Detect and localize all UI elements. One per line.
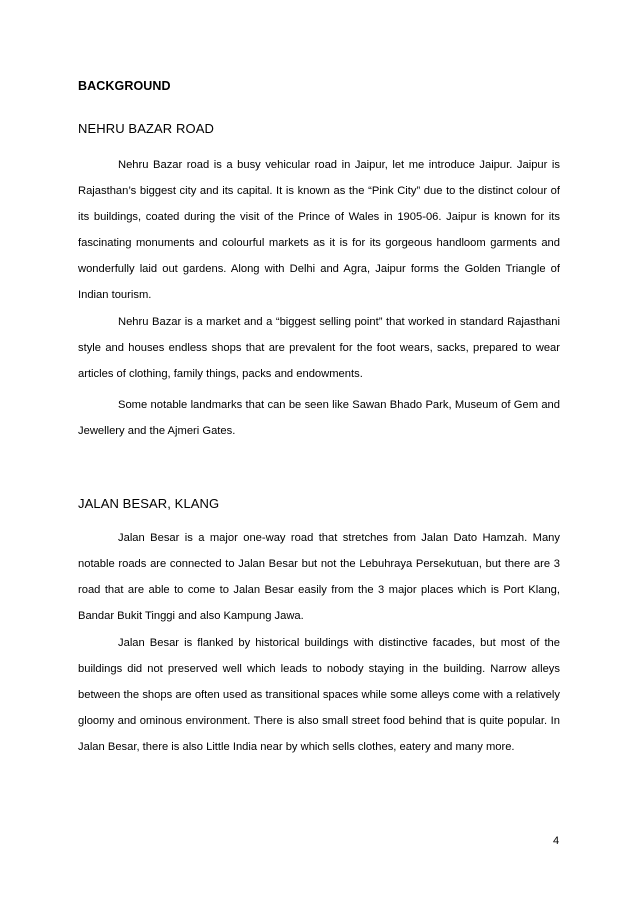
page-number: 4 (553, 835, 560, 847)
paragraph: Nehru Bazar is a market and a “biggest selling point” that worked in standard Rajasthani style and houses endless shops that are prevalent for the foot wears, sacks, prepared to wear articles of clothing, family things, packs and endowments. (78, 316, 560, 380)
document-heading: BACKGROUND (78, 79, 171, 93)
paragraph: Nehru Bazar road is a busy vehicular road in Jaipur, let me introduce Jaipur. Jaipur is Rajasthan’s biggest city and its capital. It is known as the “Pink City” due to the distinct colour of its buildings, coated during the visit of the Prince of Wales in 1905-06. Jaipur is known for its fascinating monuments and colourful markets as it is for its gorgeous handloom garments and wonderfully laid out gardens. Along with Delhi and Agra, Jaipur forms the Golden Triangle of Indian tourism. (78, 159, 560, 301)
section-title-nehru-bazar: NEHRU BAZAR ROAD (78, 121, 214, 136)
paragraph: Jalan Besar is flanked by historical buildings with distinctive facades, but most of the buildings did not preserved well which leads to nobody staying in the building. Narrow alleys between the shops are often used as transitional spaces while some alleys come with a relatively gloomy and ominous environment. There is also small street food behind that is quite popular. In Jalan Besar, there is also Little India near by which sells clothes, eatery and many more. (78, 637, 560, 753)
paragraph: Jalan Besar is a major one-way road that stretches from Jalan Dato Hamzah. Many notable roads are connected to Jalan Besar but not the Lebuhraya Persekutuan, but there are 3 road that are able to come to Jalan Besar easily from the 3 major places which is Port Klang, Bandar Bukit Tinggi and also Kampung Jawa. (78, 532, 560, 622)
section-title-jalan-besar: JALAN BESAR, KLANG (78, 496, 220, 511)
paragraph: Some notable landmarks that can be seen like Sawan Bhado Park, Museum of Gem and Jewellery and the Ajmeri Gates. (78, 399, 560, 437)
